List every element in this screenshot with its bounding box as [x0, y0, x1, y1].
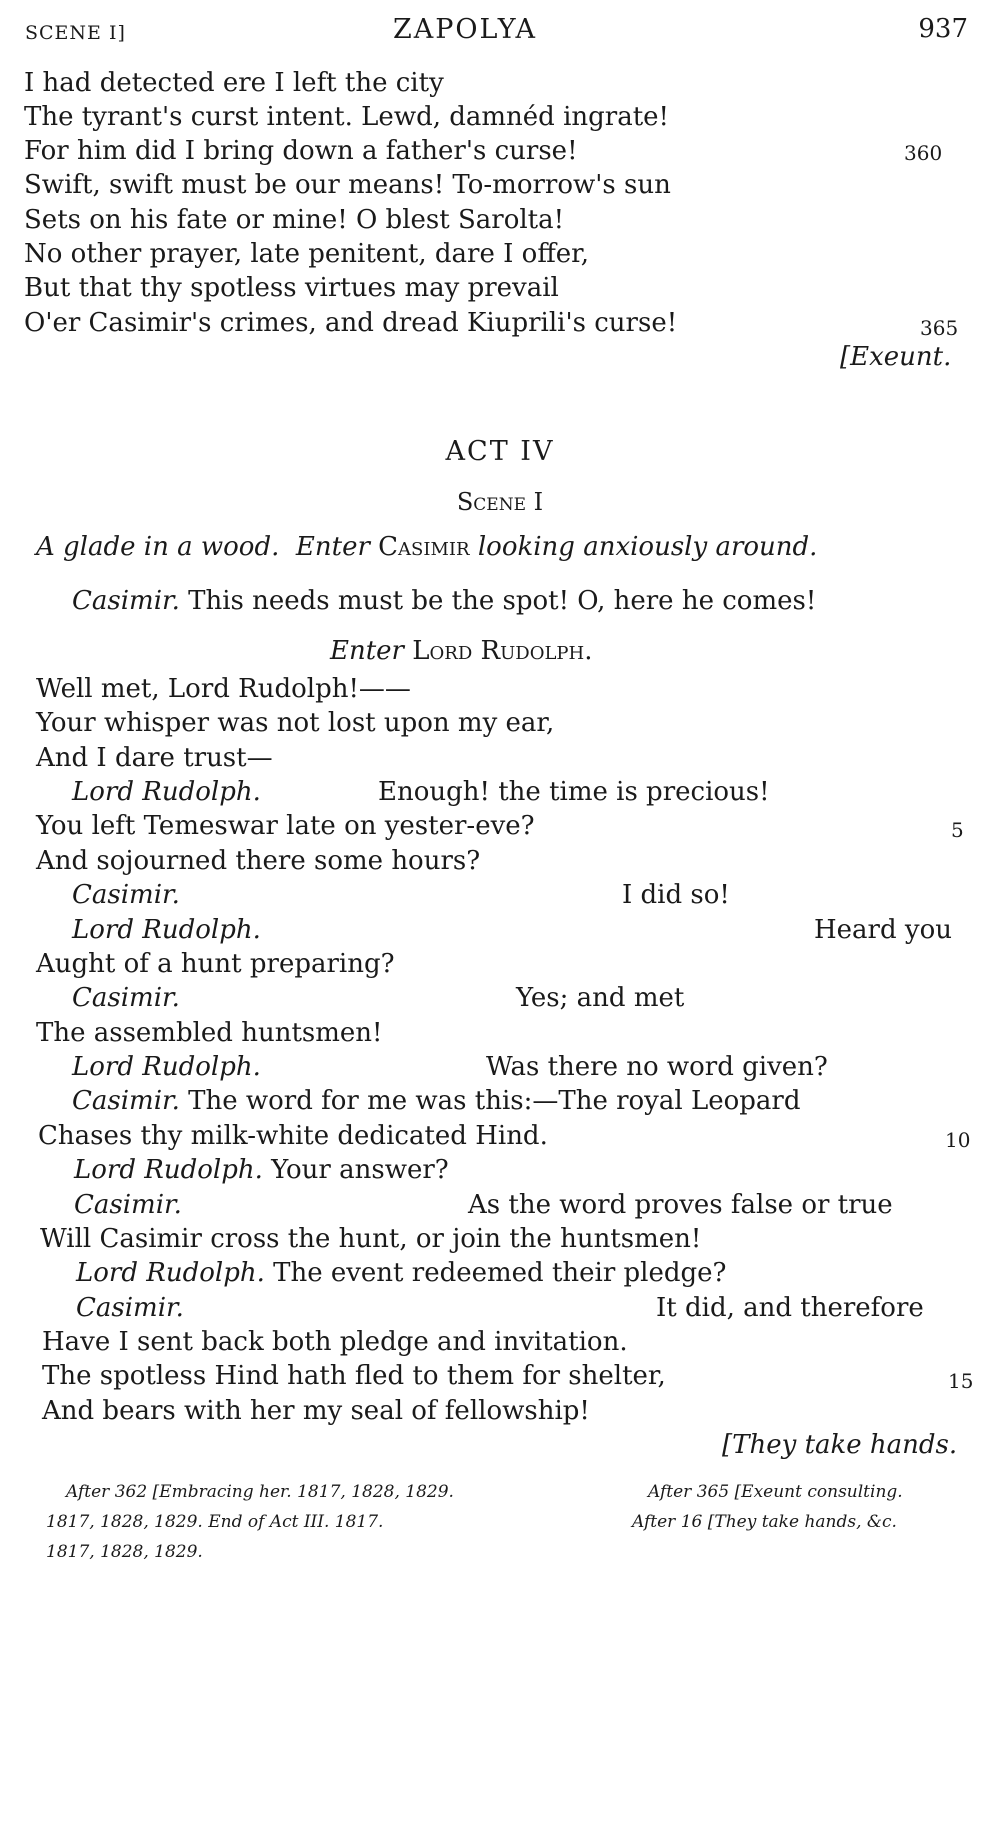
speaker-name: Lord Rudolph.: [72, 915, 261, 945]
dialogue-line: Your whisper was not lost upon my ear,: [36, 708, 555, 738]
stage-setting: A glade in a wood.: [36, 532, 280, 562]
verse-line: O'er Casimir's crimes, and dread Kiuprili's curse!: [24, 308, 678, 338]
stage-enter: Enter: [295, 532, 370, 562]
line-number: 10: [945, 1128, 971, 1152]
dialogue-line: Well met, Lord Rudolph!——: [36, 674, 411, 704]
footnote-left-3: 1817, 1828, 1829.: [46, 1542, 203, 1562]
verse-line: No other prayer, late penitent, dare I offer,: [24, 239, 590, 269]
dialogue-line: Heard you: [814, 915, 952, 945]
footnote-right-2: After 16 [They take hands, &c.: [632, 1512, 897, 1532]
dialogue-line: And bears with her my seal of fellowship!: [42, 1396, 590, 1426]
speaker-name: Casimir.: [72, 983, 180, 1013]
footnote-left-2: 1817, 1828, 1829. End of Act III. 1817.: [46, 1512, 384, 1532]
dialogue-line: Was there no word given?: [486, 1052, 828, 1082]
verse-line: The tyrant's curst intent. Lewd, damnéd ingrate!: [24, 102, 669, 132]
speech-line: [74, 1153, 449, 1187]
speech-line: [76, 1256, 727, 1290]
stage-character: Lord Rudolph.: [412, 636, 593, 666]
verse-line: But that thy spotless virtues may prevail: [24, 273, 559, 303]
dialogue-line: And I dare trust—: [36, 743, 273, 773]
speaker-name: Casimir.: [74, 1190, 182, 1220]
verse-line: I had detected ere I left the city: [24, 68, 444, 98]
dialogue-line: The spotless Hind hath fled to them for shelter,: [42, 1361, 666, 1391]
speaker-name: Lord Rudolph.: [72, 1052, 261, 1082]
line-number: 365: [920, 316, 959, 340]
stage-action: looking anxiously around.: [477, 532, 818, 562]
dialogue-line: As the word proves false or true: [468, 1190, 893, 1220]
speech-text: This needs must be the spot! O, here he comes!: [188, 586, 817, 616]
line-number: 15: [948, 1369, 974, 1393]
speaker-name: Casimir.: [72, 880, 180, 910]
first-speech: [72, 584, 816, 618]
verse-line: Sets on his fate or mine! O blest Sarolta!: [24, 205, 565, 235]
stage-enter: Enter: [330, 636, 404, 666]
line-number: 360: [904, 141, 943, 165]
speaker-name: Casimir.: [72, 586, 180, 616]
speaker-name: Lord Rudolph.: [72, 777, 261, 807]
verse-line: For him did I bring down a father's curse!: [24, 136, 578, 166]
closing-stage-direction: [They take hands.: [722, 1430, 958, 1460]
speaker-name: Casimir.: [76, 1293, 184, 1323]
dialogue-text: The word for me was this:—The royal Leopard: [188, 1086, 801, 1116]
entrance-direction: [330, 634, 593, 668]
running-head-title: ZAPOLYA: [393, 14, 537, 45]
line-number: 5: [951, 818, 964, 842]
dialogue-line: You left Temeswar late on yester-eve?: [36, 811, 535, 841]
opening-stage-direction: [36, 530, 817, 564]
dialogue-line: Yes; and met: [516, 983, 685, 1013]
verse-line: Swift, swift must be our means! To-morrow's sun: [24, 170, 671, 200]
footnote-right-1: After 365 [Exeunt consulting.: [648, 1482, 903, 1502]
dialogue-line: It did, and therefore: [656, 1293, 924, 1323]
speaker-name: Lord Rudolph.: [76, 1258, 265, 1288]
dialogue-line: Have I sent back both pledge and invitation.: [42, 1327, 628, 1357]
dialogue-line: And sojourned there some hours?: [36, 846, 481, 876]
dialogue-line: I did so!: [622, 880, 730, 910]
speaker-name: Lord Rudolph.: [74, 1155, 263, 1185]
footnote-left-1: After 362 [Embracing her. 1817, 1828, 1829.: [66, 1482, 454, 1502]
dialogue-line: Chases thy milk-white dedicated Hind.: [38, 1121, 548, 1151]
scene-heading: Scene I: [456, 488, 544, 516]
exeunt-direction: [Exeunt.: [840, 342, 952, 372]
dialogue-line: Aught of a hunt preparing?: [36, 949, 395, 979]
page-number: 937: [918, 14, 968, 44]
dialogue-line: The assembled huntsmen!: [36, 1018, 383, 1048]
dialogue-text: Your answer?: [271, 1155, 449, 1185]
dialogue-line: Enough! the time is precious!: [378, 777, 770, 807]
running-head-scene: SCENE I]: [25, 22, 126, 44]
dialogue-text: The event redeemed their pledge?: [273, 1258, 727, 1288]
speech-line: [72, 1084, 800, 1118]
speaker-name: Casimir.: [72, 1086, 180, 1116]
dialogue-line: Will Casimir cross the hunt, or join the huntsmen!: [40, 1224, 702, 1254]
act-heading: ACT IV: [445, 436, 555, 467]
stage-character: Casimir: [378, 532, 470, 562]
